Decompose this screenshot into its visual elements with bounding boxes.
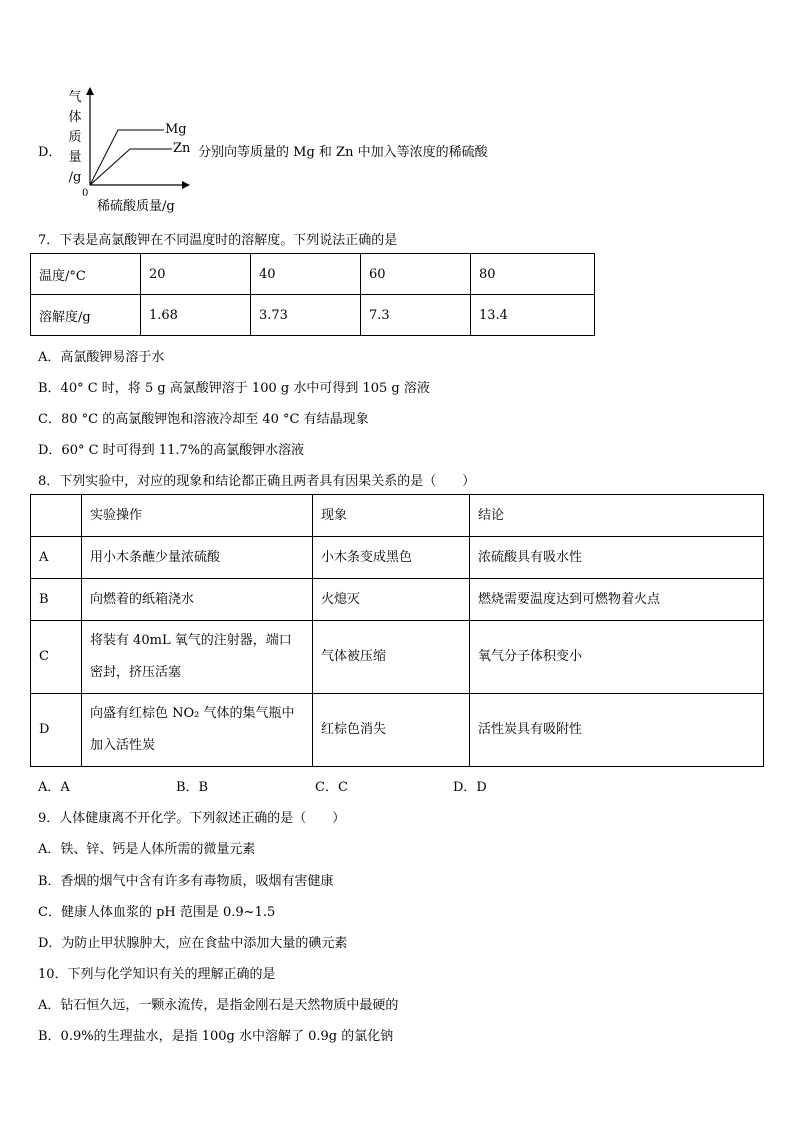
table-row — [31, 295, 595, 336]
q9-stem: 9．人体健康离不开化学。下列叙述正确的是（ ） — [38, 811, 346, 826]
table-cell: 溶解度/g — [31, 295, 141, 336]
table-cell: 浓硫酸具有吸水性 — [470, 537, 764, 579]
q8-answer-b: B．B — [176, 780, 209, 795]
q10-stem: 10．下列与化学知识有关的理解正确的是 — [38, 967, 276, 982]
q10-option-b: B．0.9%的生理盐水，是指 100g 水中溶解了 0.9g 的氯化钠 — [38, 1029, 394, 1044]
table-cell: 红棕色消失 — [313, 694, 470, 767]
q7-option-c: C．80 °C 的高氯酸钾饱和溶液冷却至 40 °C 有结晶现象 — [38, 412, 369, 427]
q10-option-a: A．钻石恒久远，一颗永流传，是指金刚石是天然物质中最硬的 — [38, 998, 399, 1013]
table-row — [31, 254, 595, 295]
q9-option-b: B．香烟的烟气中含有许多有毒物质，吸烟有害健康 — [38, 874, 334, 889]
q8-answer-a: A．A — [38, 780, 70, 795]
zn-line — [90, 149, 172, 185]
table-cell: B — [31, 579, 82, 621]
table-cell: 将装有 40mL 氧气的注射器，端口密封，挤压活塞 — [82, 621, 313, 694]
q8-answer-d: D．D — [453, 780, 487, 795]
table-cell: 气体被压缩 — [313, 621, 470, 694]
y-label-char: 质 — [68, 130, 82, 145]
table-cell: 燃烧需要温度达到可燃物着火点 — [470, 579, 764, 621]
zn-line-label: Zn — [173, 141, 191, 156]
origin-label: 0 — [82, 188, 89, 199]
q9-option-d: D．为防止甲状腺肿大，应在食盐中添加大量的碘元素 — [38, 936, 348, 951]
q7-solubility-table — [30, 253, 595, 336]
table-header-cell — [31, 495, 82, 537]
table-cell: 向盛有红棕色 NO₂ 气体的集气瓶中加入活性炭 — [82, 694, 313, 767]
y-label-char: 气 — [68, 90, 82, 105]
q8-answer-c: C．C — [315, 780, 348, 795]
q9-option-c: C．健康人体血浆的 pH 范围是 0.9~1.5 — [38, 905, 276, 920]
table-cell: D — [31, 694, 82, 767]
table-cell: 小木条变成黑色 — [313, 537, 470, 579]
table-header-cell: 现象 — [313, 495, 470, 537]
table-cell: 40 — [251, 254, 361, 295]
mg-line-label: Mg — [165, 122, 187, 137]
y-label-char: 体 — [68, 110, 82, 125]
table-cell: 3.73 — [251, 295, 361, 336]
table-row — [31, 694, 764, 767]
table-row — [31, 579, 764, 621]
table-cell: 氧气分子体积变小 — [470, 621, 764, 694]
q9-option-a: A．铁、锌、钙是人体所需的微量元素 — [38, 842, 256, 857]
q8-stem: 8．下列实验中，对应的现象和结论都正确且两者具有因果关系的是（ ） — [38, 474, 476, 489]
y-label-char: /g — [68, 170, 82, 185]
q6-option-d-text: 分别向等质量的 Mg 和 Zn 中加入等浓度的稀硫酸 — [198, 145, 488, 160]
table-cell: 向燃着的纸箱浇水 — [82, 579, 313, 621]
table-cell: 60 — [361, 254, 471, 295]
table-cell: 7.3 — [361, 295, 471, 336]
mass-vs-acid-graph — [60, 85, 210, 215]
y-axis-label — [67, 88, 83, 188]
q7-option-b: B．40° C 时，将 5 g 高氯酸钾溶于 100 g 水中可得到 105 g 溶液 — [38, 381, 430, 396]
x-axis-arrow — [182, 181, 190, 189]
table-row — [31, 537, 764, 579]
table-header-row — [31, 495, 764, 537]
q7-option-a: A．高氯酸钾易溶于水 — [38, 350, 165, 365]
table-cell: 火熄灭 — [313, 579, 470, 621]
q6-option-d-label: D． — [38, 145, 62, 160]
table-cell: 温度/°C — [31, 254, 141, 295]
y-label-char: 量 — [68, 150, 82, 165]
q8-experiment-table — [30, 494, 764, 767]
q7-stem: 7．下表是高氯酸钾在不同温度时的溶解度。下列说法正确的是 — [38, 233, 398, 248]
table-cell: A — [31, 537, 82, 579]
table-cell: C — [31, 621, 82, 694]
q7-option-d: D．60° C 时可得到 11.7%的高氯酸钾水溶液 — [38, 443, 305, 458]
table-header-cell: 结论 — [470, 495, 764, 537]
table-cell: 13.4 — [471, 295, 595, 336]
table-cell: 用小木条蘸少量浓硫酸 — [82, 537, 313, 579]
table-cell: 80 — [471, 254, 595, 295]
table-cell: 1.68 — [141, 295, 251, 336]
table-cell: 活性炭具有吸附性 — [470, 694, 764, 767]
x-axis-label: 稀硫酸质量/g — [97, 199, 175, 214]
table-cell: 20 — [141, 254, 251, 295]
table-header-cell: 实验操作 — [82, 495, 313, 537]
table-row — [31, 621, 764, 694]
mg-line — [90, 130, 164, 185]
y-axis-arrow — [86, 87, 94, 95]
